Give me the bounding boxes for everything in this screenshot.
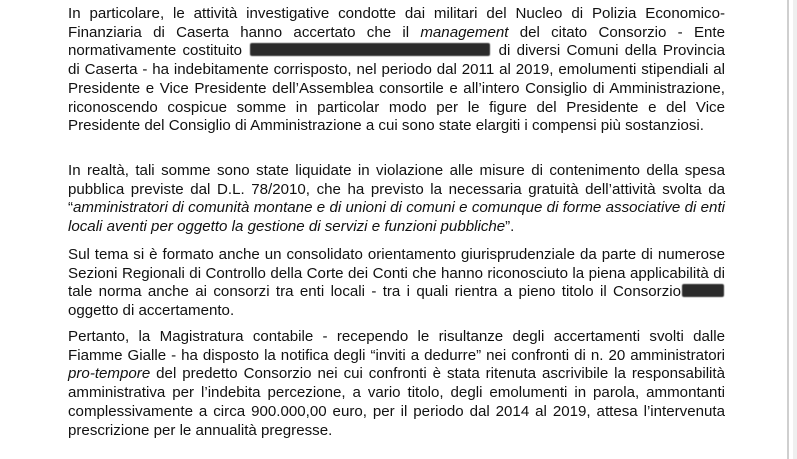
p2-text-a: In realtà, tali somme sono state liquidate in violazione alle misure di contenimento della spesa pubblica previste dal D.L. 78/2010, che ha previsto la necessaria gratuità dell’attività svolta da “ [68, 162, 725, 217]
paragraph-violation [68, 162, 725, 237]
p4-text-a: Pertanto, la Magistratura contabile - recependo le risultanze degli accertamenti svolti dalle Fiamme Gialle - ha disposto la notifica degli “inviti a dedurre” nei confronti di n. 20 amministratori [68, 328, 725, 364]
p2-quote-italic: amministratori di comunità montane e di unioni di comuni e comunque di forme associative di enti locali aventi per oggetto la gestione di servizi e funzioni pubbliche [68, 199, 725, 236]
p3-text-b: oggetto di accertamento. [68, 302, 235, 320]
p1-text-d: di diversi Comuni della Provincia di Caserta - ha indebitamente corrisposto, nel periodo dal 2011 al 2019, emolumenti stipendiali al Presidente e Vice Presidente dell’Assemblea consortile e all’intero Consiglio di Amministrazione, riconoscendo cospicue somme in particolar modo per le figure del Presidente e del Vice Presidente del Consiglio di Amministrazione a cui sono state elargiti i compensi più sostanziosi. [68, 42, 725, 135]
p1-text-c: del citato Consorzio - Ente normativamente costituito [68, 23, 725, 60]
paragraph-jurisprudence [68, 246, 725, 321]
page-edge-line [787, 0, 789, 459]
redaction-mark [250, 43, 490, 56]
paragraph-investigation [68, 5, 725, 136]
page-edge-shadow [793, 0, 797, 459]
p4-pro-tempore-italic: pro-tempore [68, 365, 151, 383]
p1-text-a: In particolare, le attività investigative condotte dai militari del Nucleo di Polizia Economico-Finanziaria di Caserta hanno accertato che il [68, 5, 725, 41]
paragraph-notification [68, 328, 725, 440]
p2-text-c: ”. [505, 218, 515, 236]
p3-text-a: Sul tema si è formato anche un consolidato orientamento giurisprudenziale da parte di numerose Sezioni Regionali di Controllo della Corte dei Conti che hanno riconosciuto la piena applicabilità di tale norma anche ai consorzi tra enti locali - tra i quali rientra a pieno titolo il Consorzio [68, 246, 725, 301]
p4-text-c: del predetto Consorzio nei cui confronti è stata ritenuta ascrivibile la responsabilità amministrativa per l’indebita percezione, a vario titolo, degli emolumenti in parola, ammontanti complessivamente a circa 900.000,00 euro, per il periodo dal 2014 al 2019, attesa l’intervenuta prescrizione per le annualità pregresse. [68, 365, 725, 439]
p1-management-italic: management [420, 23, 509, 41]
redaction-mark-consorzio [682, 284, 724, 297]
